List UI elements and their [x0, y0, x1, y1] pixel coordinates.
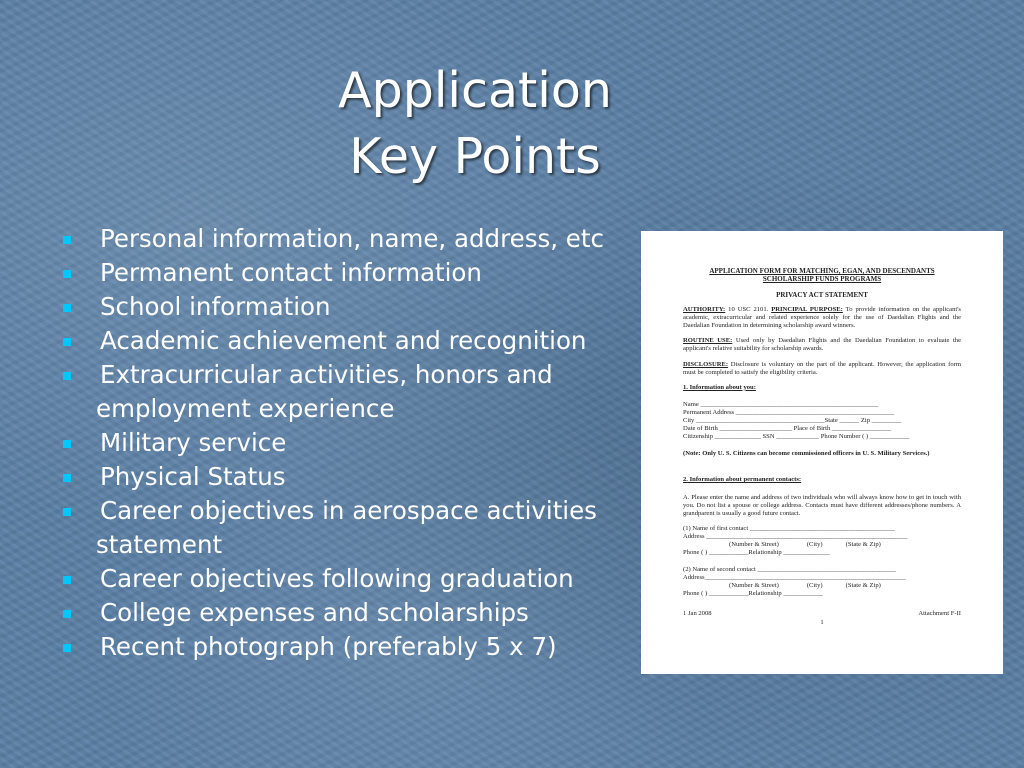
application-form-image — [641, 231, 1003, 674]
field-citizenship: Citizenship ______________ SSN _____________ Phone Number ( ) ____________ — [683, 433, 910, 441]
contact1-cols: (Number & Street) (City) (State & Zip) — [729, 540, 881, 548]
bullet-text: Career objectives following graduation — [100, 564, 574, 593]
bullet-item — [60, 256, 635, 290]
privacy-act-title: PRIVACY ACT STATEMENT — [776, 291, 868, 299]
field-city: City _______________________________________State ______ Zip _________ — [683, 417, 902, 425]
square-bullet-icon — [63, 372, 71, 380]
contact2-cols: (Number & Street) (City) (State & Zip) — [729, 582, 881, 590]
bullet-text: Extracurricular activities, honors and — [100, 360, 553, 389]
square-bullet-icon — [63, 508, 71, 516]
square-bullet-icon — [63, 440, 71, 448]
square-bullet-icon — [63, 644, 71, 652]
bullet-text: Career objectives in aerospace activities — [100, 496, 597, 525]
form-date: 1 Jan 2008 — [683, 609, 712, 617]
slide-title-line2: Key Points — [349, 128, 601, 185]
bullet-text: School information — [100, 292, 331, 321]
bullet-text: Physical Status — [100, 462, 286, 491]
bullet-text: Permanent contact information — [100, 258, 482, 287]
bullet-item — [60, 290, 635, 324]
bullet-item — [60, 562, 635, 596]
contact1-name: (1) Name of first contact ____________________________________________ — [683, 524, 895, 532]
bullet-item — [60, 324, 635, 358]
field-address: Permanent Address ________________________________________________ — [683, 408, 894, 416]
contact2-phone: Phone ( ) ____________Relationship ____________ — [683, 590, 823, 598]
square-bullet-icon — [63, 576, 71, 584]
square-bullet-icon — [63, 304, 71, 312]
bullet-continuation: employment experience — [96, 394, 395, 423]
section-1-title: 1. Information about you: — [683, 383, 756, 391]
bullet-text: College expenses and scholarships — [100, 598, 529, 627]
routine-use-paragraph: ROUTINE USE: Used only by Daedalian Flights and the Daedalian Foundation to evaluate the applicant's relative suitability for scholarship awards. — [683, 337, 962, 353]
bullet-text: Personal information, name, address, etc — [100, 224, 604, 253]
slide-title-line1: Application — [338, 62, 612, 119]
bullet-text: Academic achievement and recognition — [100, 326, 587, 355]
disclosure-paragraph: DISCLOSURE: Disclosure is voluntary on the part of the applicant. However, the application form must be completed to satisfy the eligibility criteria. — [683, 360, 961, 376]
page-number: 1 — [820, 618, 824, 626]
bullet-item — [60, 630, 635, 664]
form-subheading: SCHOLARSHIP FUNDS PROGRAMS — [762, 275, 882, 283]
square-bullet-icon — [63, 236, 71, 244]
contact2-address: Address_____________________________________________________________ — [683, 574, 906, 582]
square-bullet-icon — [63, 338, 71, 346]
contacts-paragraph: A. Please enter the name and address of two individuals who will always know how to get in touch with you. Do not list a spouse or college address. Contacts must have different addresses/phone numbers. A grandparent is usually a good future contact. — [683, 493, 961, 517]
field-dob: Date of Birth ______________________ Place of Birth __________________ — [683, 425, 892, 433]
square-bullet-icon — [63, 474, 71, 482]
authority-paragraph: AUTHORITY: 10 USC 2101. PRINCIPAL PURPOSE: To provide information on the applicant's academic, extracurricular and related experience solely for the use of Daedalian Flights and the Daedalian Foundation in determining scholarship award winners. — [683, 306, 961, 330]
bullet-continuation: statement — [96, 530, 223, 559]
contact1-address: Address _____________________________________________________________ — [683, 532, 908, 540]
bullet-text: Recent photograph (preferably 5 x 7) — [100, 632, 557, 661]
contact1-phone: Phone ( ) ____________Relationship ______________ — [683, 549, 830, 557]
bullet-item — [60, 222, 635, 256]
bullet-item — [60, 358, 635, 426]
bullet-item — [60, 596, 635, 630]
note: (Note: Only U. S. Citizens can become commissioned officers in U. S. Military Services.) — [683, 450, 930, 458]
form-footer — [683, 610, 961, 618]
bullet-item — [60, 426, 635, 460]
contact2-name: (2) Name of second contact __________________________________________ — [683, 566, 896, 574]
slide-title — [240, 58, 710, 190]
field-name: Name ______________________________________________________ — [683, 400, 879, 408]
bullet-item — [60, 494, 635, 562]
attachment-label: Attachment F-II — [918, 609, 961, 617]
bullet-item — [60, 460, 635, 494]
section-2-title: 2. Information about permanent contacts: — [683, 476, 802, 484]
form-heading: APPLICATION FORM FOR MATCHING, EGAN, AND DESCENDANTS — [709, 267, 935, 275]
square-bullet-icon — [63, 270, 71, 278]
bullet-list — [60, 222, 635, 664]
square-bullet-icon — [63, 610, 71, 618]
bullet-text: Military service — [100, 428, 287, 457]
